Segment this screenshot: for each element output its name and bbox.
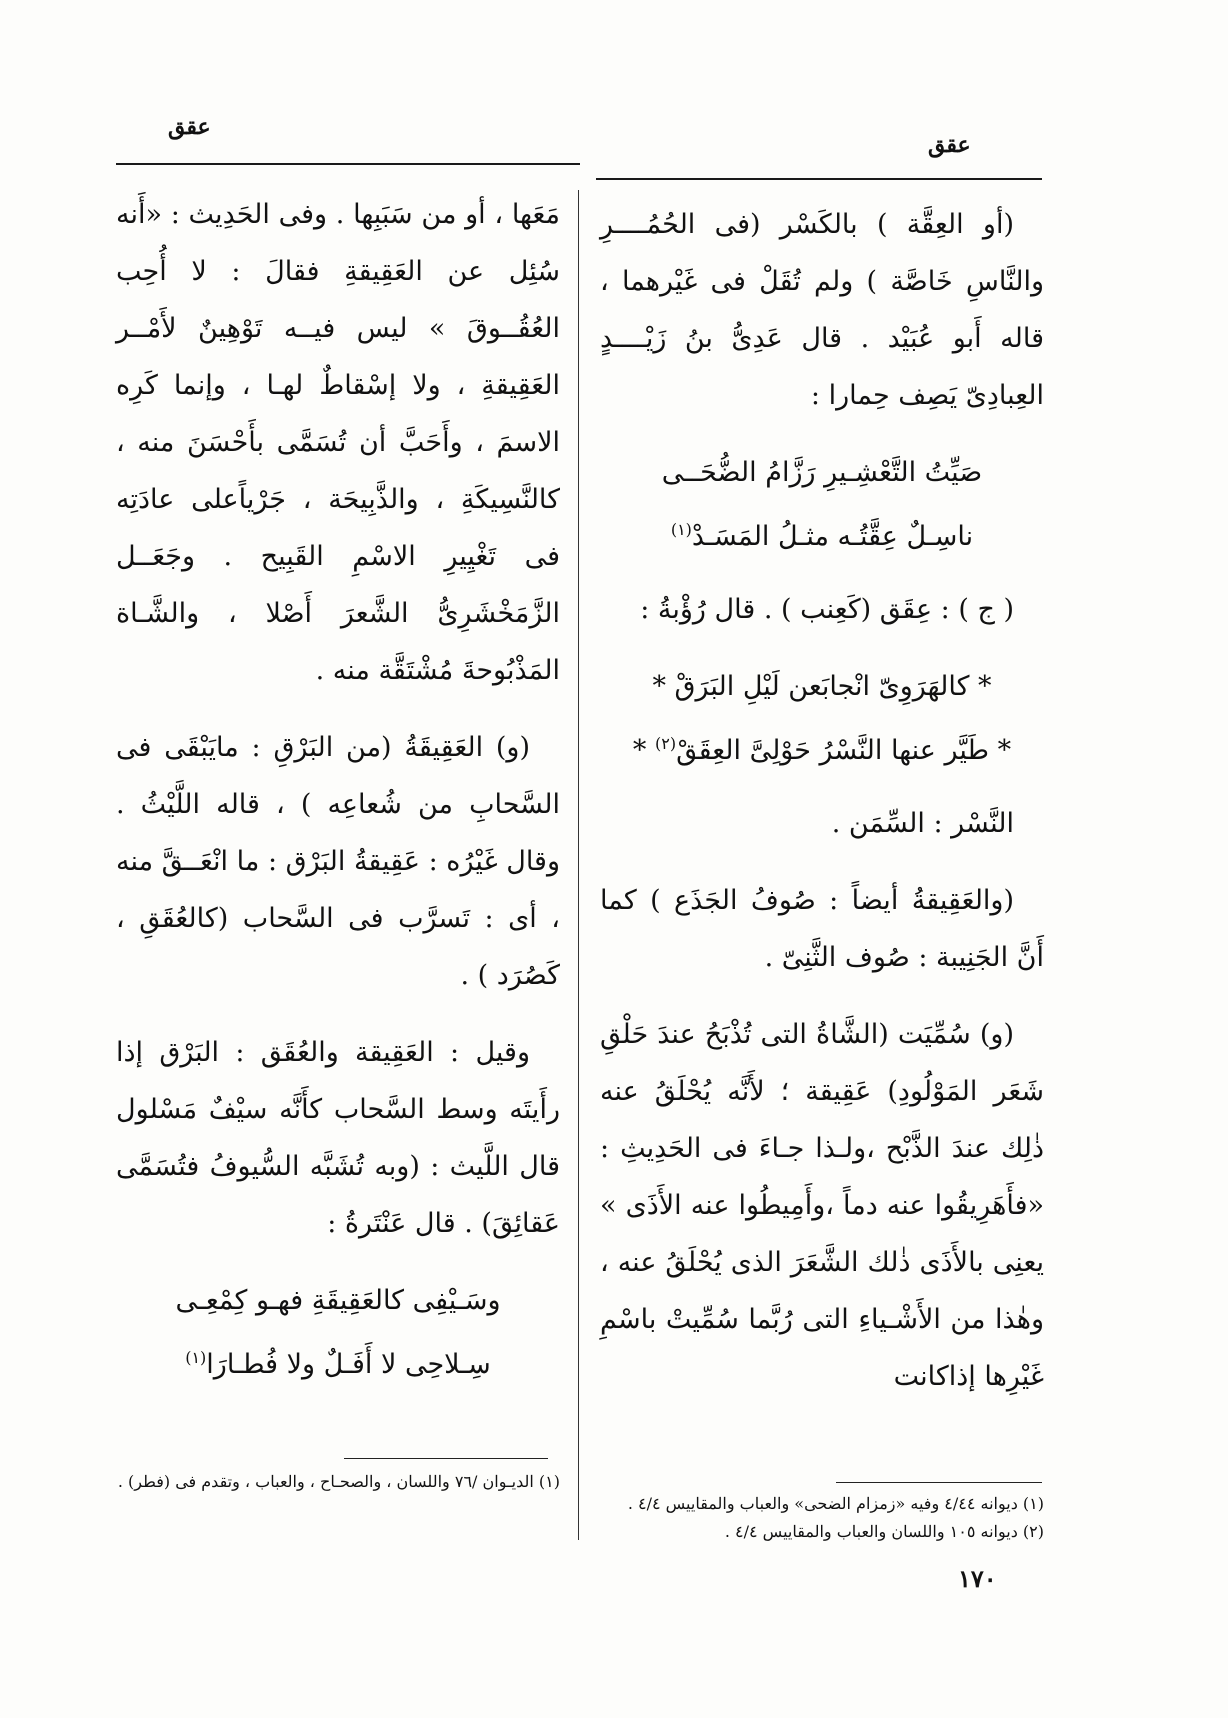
paragraph: (والعَقِيقةُ أيضاً : صُوفُ الجَذَع ) كما أَنَّ الجَنِيبة : صُوف الثَّنِىّ . <box>600 885 1044 973</box>
paragraph: مَعَها ، أو من سَبَبِها . وفى الحَدِيث : «أَنه سُئِل عن العَقِيقةِ فقالَ : لا أُحِب العُقُــوقَ » ليس فيــه تَوْهِينٌ لأَمْــر العَقِيقةِ ، ولا إسْقاطٌ لهـا ، وإنما كَرِه الاسمَ ، وأَحَبَّ أن تُسَمَّى بأَحْسَنَ منه ، كالنَّسِيكَةِ ، والذَّبِيحَة ، جَرْياًعلى عادَتِه فى تَغْيِيرِ الاسْمِ القَبِيح . وجَعَــل الزَّمَخْشَرِىُّ الشَّعرَ أَصْلا ، والشَّـاة المَذْبُوحةَ مُشْتَقَّة منه . <box>116 199 560 686</box>
footnote-marker: (٢) <box>654 734 677 753</box>
paragraph: النَّسْر : السِّمَن . <box>831 808 1014 839</box>
left-column <box>116 186 560 1409</box>
paragraph: (و) سُمِّيَت (الشَّاةُ التى تُذْبَحُ عندَ حَلْقِ شَعَر المَوْلُودِ) عَقِيقة ؛ لأَنَّه يُحْلَقُ عنه ذٰلِك عندَ الذَّبْح ،ولـذا جـاءَ فى الحَدِيثِ : «فأَهَرِيقُوا عنه دماً ،وأَمِيطُوا عنه الأَذَى » يعنِى بالأَذَى ذٰلك الشَّعَرَ الذى يُحْلَقُ عنه ، وهٰذا من الأَشْـياءِ التى رُبَّما سُمِّيتْ باسْمِ غَيْرِها إذاكانت <box>600 1019 1044 1392</box>
right-column <box>600 196 1044 1425</box>
footnote-rule-left <box>344 1458 548 1459</box>
paragraph: وقيل : العَقِيقة والعُقَق : البَرْق إذا رأَيتَه وسط السَّحاب كأَنَّه سيْفٌ مَسْلول قال اللَّيث : (وبه تُشَبَّه السُّيوفُ فتُسَمَّى عَقائِقَ) . قال عَنْتَرةُ : <box>116 1037 560 1239</box>
footnote: (٢) ديوانه ١٠٥ واللسان والعباب والمقاييس ٤/٤ . <box>724 1522 1044 1541</box>
header-rule-left <box>116 163 580 165</box>
verse-line: * كالهَرَوِىّ انْجابَعن لَيْلِ البَرَقْ * <box>652 671 992 702</box>
verse-line: صَيِّتُ التَّعْشِـيرِ رَزَّامُ الضُّحَــى <box>661 457 983 488</box>
verse <box>600 658 1044 779</box>
verse-end-star: * <box>632 735 647 766</box>
header-rule-right <box>596 178 1042 180</box>
footnote-marker: (١) <box>185 1348 207 1367</box>
verse-text: ناسِـلٌ عِقَّتُـه مثـلُ المَسَـدْ <box>691 521 974 552</box>
footnotes-left <box>116 1470 560 1498</box>
verse-text: * طَيَّر عنها النَّسْرُ حَوْلِىَّ العِقَقْ <box>676 735 1012 766</box>
paragraph: (و) العَقِيقَةُ (من البَرْقِ : مايَبْقَى فى السَّحابِ من شُعاعِه ) ، قاله اللَّيْثُ . وقال غَيْرُه : عَقِيقةُ البَرْق : ما انْعَــقَّ منه ، أى : تَسرَّب فى السَّحاب (كالعُقَقِ ، كَصُرَد ) . <box>116 732 560 991</box>
verse-line <box>600 715 1044 779</box>
page-number: ١٧٠ <box>958 1564 997 1593</box>
paragraph: (أو العِقَّة ) بالكَسْر (فى الحُمُــــرِ والنَّاسِ خَاصَّة ) ولم تُقَلْ فى غَيْرهما ، قاله أَبو عُبَيْد . قال عَدِىُّ بنُ زَيْــــدٍ العِبادِىّ يَصِف حِمارا : <box>600 209 1044 411</box>
footnote-rule-right <box>836 1482 1042 1483</box>
verse-line: وسَـيْفِى كالعَقِيقَةِ فهـو كِمْعِـى <box>175 1285 501 1316</box>
footnotes-right <box>600 1492 1044 1548</box>
verse <box>600 444 1044 565</box>
footnote: (١) ديوانه ٤/٤٤ وفيه «زمزام الضحى» والعباب والمقاييس ٤/٤ . <box>627 1494 1044 1513</box>
verse-text: سِـلاحِى لا أَفَـلٌ ولا فُطـارَا <box>206 1349 491 1380</box>
paragraph: ( ج ) : عِقَق (كَعِنب ) . قال رُؤْبةُ : <box>640 594 1014 625</box>
footnote: (١) الديـوان /٧٦ واللسان ، والصحـاح ، والعباب ، وتقدم فى (فطر) . <box>117 1472 560 1491</box>
verse <box>116 1272 560 1393</box>
footnote-marker: (١) <box>670 520 692 539</box>
running-head-left: عقق <box>168 114 211 140</box>
verse-line <box>600 501 1044 565</box>
running-head-right: عقق <box>928 132 971 158</box>
verse-line <box>116 1329 560 1393</box>
column-divider <box>578 190 579 1540</box>
